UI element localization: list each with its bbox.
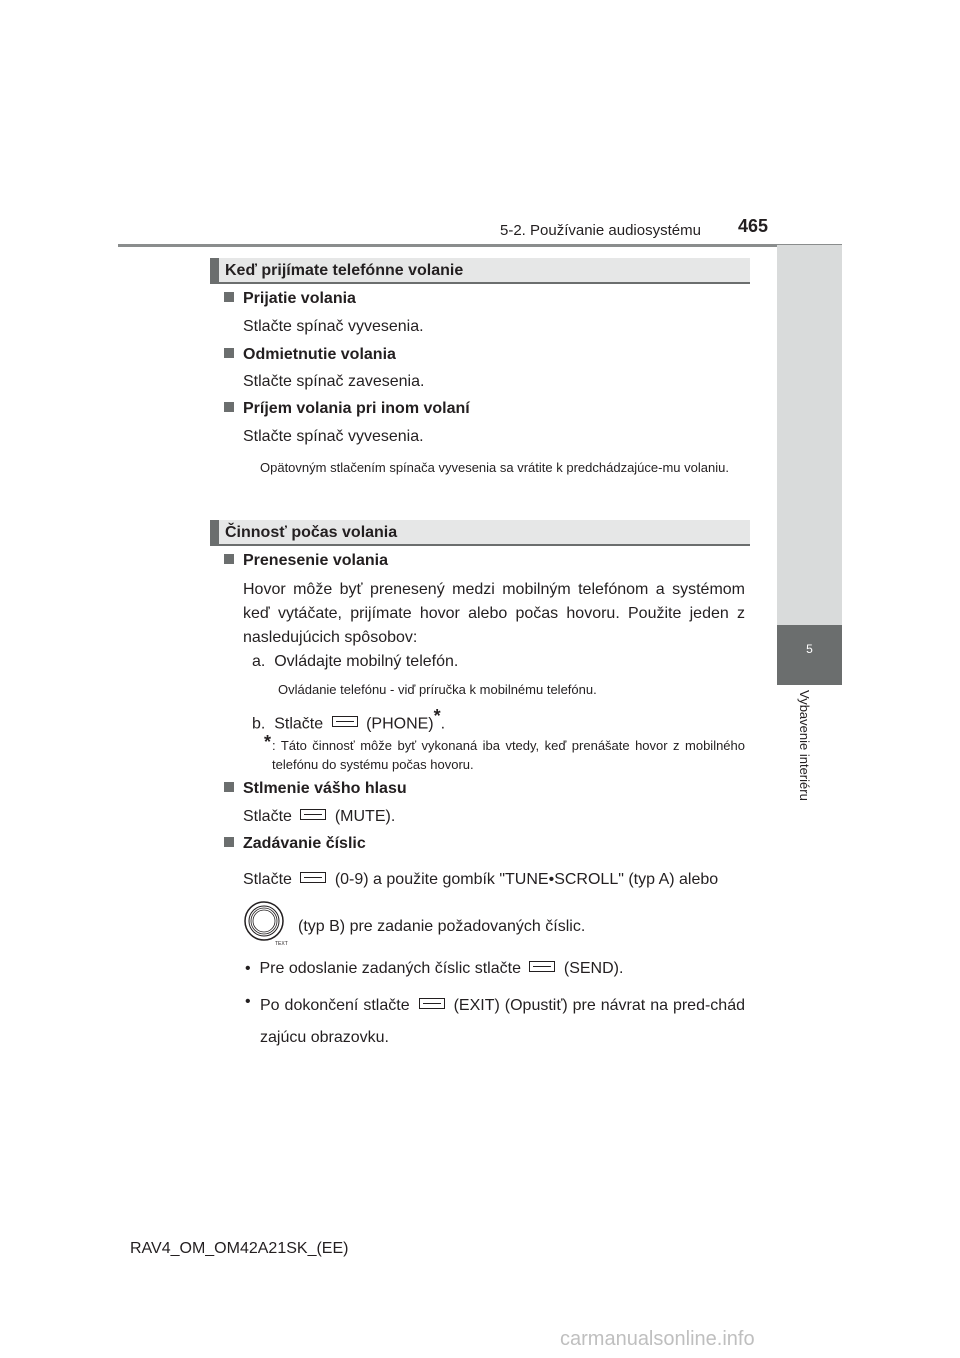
square-bullet-icon <box>224 837 234 847</box>
footnote-mark: * <box>264 732 272 752</box>
subheading-answer: Prijatie volania <box>224 290 356 308</box>
text-answer: Stlačte spínač vyvesenia. <box>243 318 424 335</box>
square-bullet-icon <box>224 782 234 792</box>
bullet-exit: Po dokončení stlačte (EXIT) (Opustiť) pre návrat na pred-chádzajúcu obrazovku. <box>260 997 746 1046</box>
digits-button-icon <box>300 872 326 883</box>
section-heading-incoming-call: Keď prijímate telefónne volanie <box>210 258 750 284</box>
subheading-mute: Stlmenie vášho hlasu <box>224 780 407 798</box>
mute-button-icon <box>300 809 326 820</box>
text-transfer: Hovor môže byť prenesený medzi mobilným telefónom a systémom keď vytáčate, prijímate hovor alebo počas hovoru. Použite jeden z nasledujúcich spôsobov: <box>243 581 745 646</box>
exit-button-icon <box>419 998 445 1009</box>
option-a-note: Ovládanie telefónu - viď príručka k mobilnému telefónu. <box>278 682 597 697</box>
document-code: RAV4_OM_OM42A21SK_(EE) <box>130 1240 349 1257</box>
subheading-transfer: Prenesenie volania <box>224 552 388 570</box>
subheading-call-waiting: Príjem volania pri inom volaní <box>224 400 470 418</box>
square-bullet-icon <box>224 554 234 564</box>
svg-text:TEXT: TEXT <box>275 941 288 946</box>
tune-scroll-knob-icon <box>243 900 289 946</box>
note-call-waiting: Opätovným stlačením spínača vyvesenia sa vrátite k predchádzajúce-mu volaniu. <box>260 460 729 475</box>
chapter-tab-strip <box>777 245 842 625</box>
header-rule <box>118 244 842 247</box>
chapter-label: Vybavenie interiéru <box>797 690 812 801</box>
square-bullet-icon <box>224 292 234 302</box>
bullet-send: • Pre odoslanie zadaných číslic stlačte (SEND). <box>245 960 624 977</box>
send-button-icon <box>529 961 555 972</box>
text-digits-line2: (typ B) pre zadanie požadovaných číslic. <box>298 918 586 935</box>
subheading-digits: Zadávanie číslic <box>224 835 366 853</box>
page-number: 465 <box>738 216 769 236</box>
bullet-dot: • <box>245 993 251 1010</box>
text-mute: Stlačte (MUTE). <box>243 808 396 825</box>
running-header-section: 5-2. Používanie audiosystému <box>500 222 701 239</box>
square-bullet-icon <box>224 348 234 358</box>
text-call-waiting: Stlačte spínač vyvesenia. <box>243 428 424 445</box>
chapter-number: 5 <box>806 642 813 656</box>
section-heading-during-call: Činnosť počas volania <box>210 520 750 546</box>
text-digits-line1: Stlačte (0-9) a použite gombík "TUNE•SCROLL" (typ A) alebo <box>243 871 719 888</box>
option-b: b. Stlačte (PHONE)*. <box>252 706 446 733</box>
phone-button-icon <box>332 716 358 727</box>
watermark: carmanualsonline.info <box>560 1328 755 1350</box>
square-bullet-icon <box>224 402 234 412</box>
option-a: a. Ovládajte mobilný telefón. <box>252 653 459 670</box>
footnote: : Táto činnosť môže byť vykonaná iba vtedy, keď prenášate hovor z mobilného telefónu do systému počas hovoru. <box>272 738 745 772</box>
text-reject: Stlačte spínač zavesenia. <box>243 373 425 390</box>
subheading-reject: Odmietnutie volania <box>224 346 396 364</box>
